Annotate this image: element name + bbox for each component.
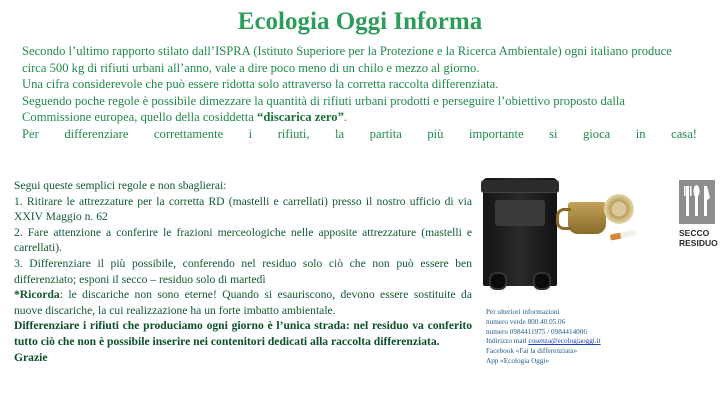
email-link[interactable]: cosenza@ecologiaoggi.it [528, 337, 601, 346]
email-line [486, 337, 686, 347]
secco-label-line-1: SECCO [679, 228, 710, 238]
facebook-line: Facebook «Fai la differenziata» [486, 347, 578, 356]
toll-free-number: numero verde 800.40.05.06 [486, 317, 566, 326]
app-line: App «Ecologia Oggi» [486, 356, 550, 365]
intro-paragraph-3-end: . [343, 110, 348, 125]
bin-wheel [489, 272, 507, 290]
rule-3: 3. Differenziare il più possibile, conferendo nel residuo solo ciò che non può essere ben differenziato; esponi il secco – residuo solo di martedì [14, 256, 472, 286]
secco-residuo-label [679, 228, 719, 248]
bin-slot [495, 200, 545, 226]
contact-info [486, 308, 686, 367]
intro-paragraph-2: Una cifra considerevole che può essere ridotta solo attraverso la corretta raccolta differenziata. [22, 77, 499, 92]
intro-paragraph-3-text: Seguendo poche regole è possibile dimezzare la quantità di rifiuti urbani prodotti e perseguire l’obiettivo proposto dalla Commissione europea, quello della cosiddetta [22, 93, 625, 125]
utensils-icon [679, 180, 715, 224]
rule-1: 1. Ritirare le attrezzature per la corretta RD (mastelli e carrellati) presso il nostro ufficio di via XXIV Maggio n. 62 [14, 194, 472, 224]
ricorda-text: : le discariche non sono eterne! Quando si esauriscono, devono essere sostituite da nuove discariche, la cui realizzazione ha un forte imbatto ambientale. [14, 288, 472, 317]
contact-heading: Per ulteriori informazioni [486, 308, 560, 316]
ricorda-label: *Ricorda [14, 288, 60, 302]
email-label: Indirizzo mail [486, 337, 529, 346]
residual-waste-items-image [560, 190, 642, 250]
rule-2: 2. Fare attenzione a conferire le frazioni merceologiche nelle apposite attrezzature (mastelli e carrellati). [14, 225, 472, 255]
rules-heading: Segui queste semplici regole e non sbaglierai: [14, 179, 227, 192]
mug-image [568, 202, 606, 234]
waste-bin-image [483, 178, 557, 286]
intro-paragraph-3 [22, 93, 697, 126]
cigarette-butt-image [610, 229, 637, 240]
plate-image [604, 194, 634, 224]
bin-wheel [533, 272, 551, 290]
intro-section [22, 43, 697, 143]
phone-numbers: numero 0984411975 / 0984414006 [486, 327, 587, 336]
secco-label-line-2: RESIDUO [679, 238, 718, 248]
discarica-zero-highlight: “discarica zero” [257, 110, 344, 125]
closing-statement: Differenziare i rifiuti che produciamo ogni giorno è l’unica strada: nel residuo va conferito tutto ciò che non è possibile inserire nei contenitori dedicati alla raccolta differenziata. [14, 319, 472, 348]
page-title: Ecologia Oggi Informa [237, 8, 483, 35]
intro-paragraph-1: Secondo l’ultimo rapporto stilato dall’ISPRA (Istituto Superiore per la Protezione e la Ricerca Ambientale) ogni italiano produce circa 500 kg di rifiuti urbani all’anno, vale a dire poco meno di un chilo e mezzo al giorno. [22, 44, 672, 75]
bin-lid [481, 180, 559, 193]
intro-paragraph-4: Per differenziare correttamente i rifiuti, la partita più importante si gioca in casa! [22, 126, 697, 141]
thanks-text: Grazie [14, 350, 48, 364]
rules-section [14, 178, 472, 365]
ricorda-note [14, 287, 472, 318]
